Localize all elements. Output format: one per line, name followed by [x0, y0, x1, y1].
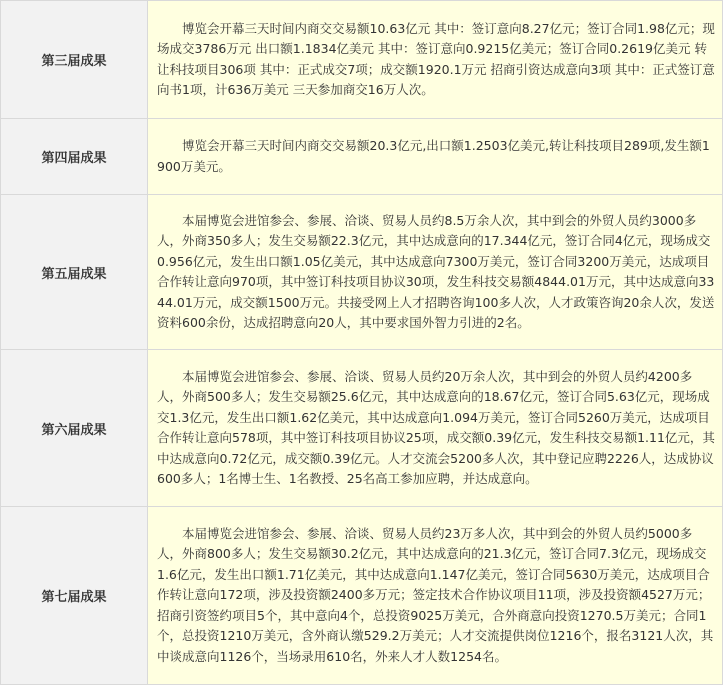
- row-content: 本届博览会进馆参会、参展、洽谈、贸易人员约8.5万余人次，其中到会的外贸人员约3000多人，外商350多人；发生交易额22.3亿元，其中达成意向的17.344亿元，签订合同4亿元，现场成交0.956亿元，发生出口额1.05亿美元，其中达成意向7300万美元，签订合同3200万美元，达成项目合作转让意向970项，其中签订科技项目协议30项，发生科技交易额4844.01万元，其中达成意向3344.01万元，成交额1500万元。共接受网上人才招聘咨询100多人次，人才政策咨询20余人次，发送资料600余份，达成招聘意向20人，其中要求国外智力引进的2名。: [148, 195, 723, 350]
- table-row: [1, 1, 723, 119]
- row-label: 第四届成果: [1, 119, 148, 195]
- row-label: 第五届成果: [1, 195, 148, 350]
- row-label: 第三届成果: [1, 1, 148, 119]
- table-row: [1, 195, 723, 350]
- row-content: 本届博览会进馆参会、参展、洽谈、贸易人员约23万多人次，其中到会的外贸人员约5000多人，外商800多人；发生交易额30.2亿元，其中达成意向的21.3亿元，签订合同7.3亿元，现场成交1.6亿元，发生出口额1.71亿美元，其中达成意向1.147亿美元，签订合同5630万美元，达成项目合作转让意向172项，涉及投资额2400多万元；签定技术合作协议项目11项，涉及投资额4527万元；招商引资签约项目5个，其中意向4个，总投资9025万美元，合外商意向投资1270.5万美元；合同1个，总投资1210万美元，含外商认缴529.2万美元；人才交流提供岗位1216个，报名3121人次，其中谈成意向1126个，当场录用610名，外来人才人数1254名。: [148, 507, 723, 685]
- row-content: 博览会开幕三天时间内商交交易额10.63亿元 其中：签订意向8.27亿元；签订合同1.98亿元；现场成交3786万元 出口额1.1834亿美元 其中：签订意向0.9215亿美元；签订合同0.2619亿美元 转让科技项目306项 其中：正式成交7项；成交额1920.1万元 招商引资达成意向3项 其中：正式签订意向书1项，计636万美元 三天参加商交16万人次。: [148, 1, 723, 119]
- row-content: 博览会开幕三天时间内商交交易额20.3亿元,出口额1.2503亿美元,转让科技项目289项,发生额1900万美元。: [148, 119, 723, 195]
- table-row: [1, 119, 723, 195]
- row-label: 第六届成果: [1, 350, 148, 507]
- table-row: [1, 507, 723, 685]
- row-label: 第七届成果: [1, 507, 148, 685]
- row-content: 本届博览会进馆参会、参展、洽谈、贸易人员约20万余人次，其中到会的外贸人员约4200多人，外商500多人；发生交易额25.6亿元，其中达成意向的18.67亿元，签订合同5.63亿元，现场成交1.3亿元，发生出口额1.62亿美元，其中达成意向1.094万美元，签订合同5260万美元，达成项目合作转让意向578项，其中签订科技项目协议25项，成交额0.39亿元，发生科技交易额1.11亿元，其中达成意向0.72亿元，成交额0.39亿元。人才交流会5200多人次，其中登记应聘2226人，达成协议600多人；1名博士生、1名教授、25名高工参加应聘，并达成意向。: [148, 350, 723, 507]
- table-row: [1, 350, 723, 507]
